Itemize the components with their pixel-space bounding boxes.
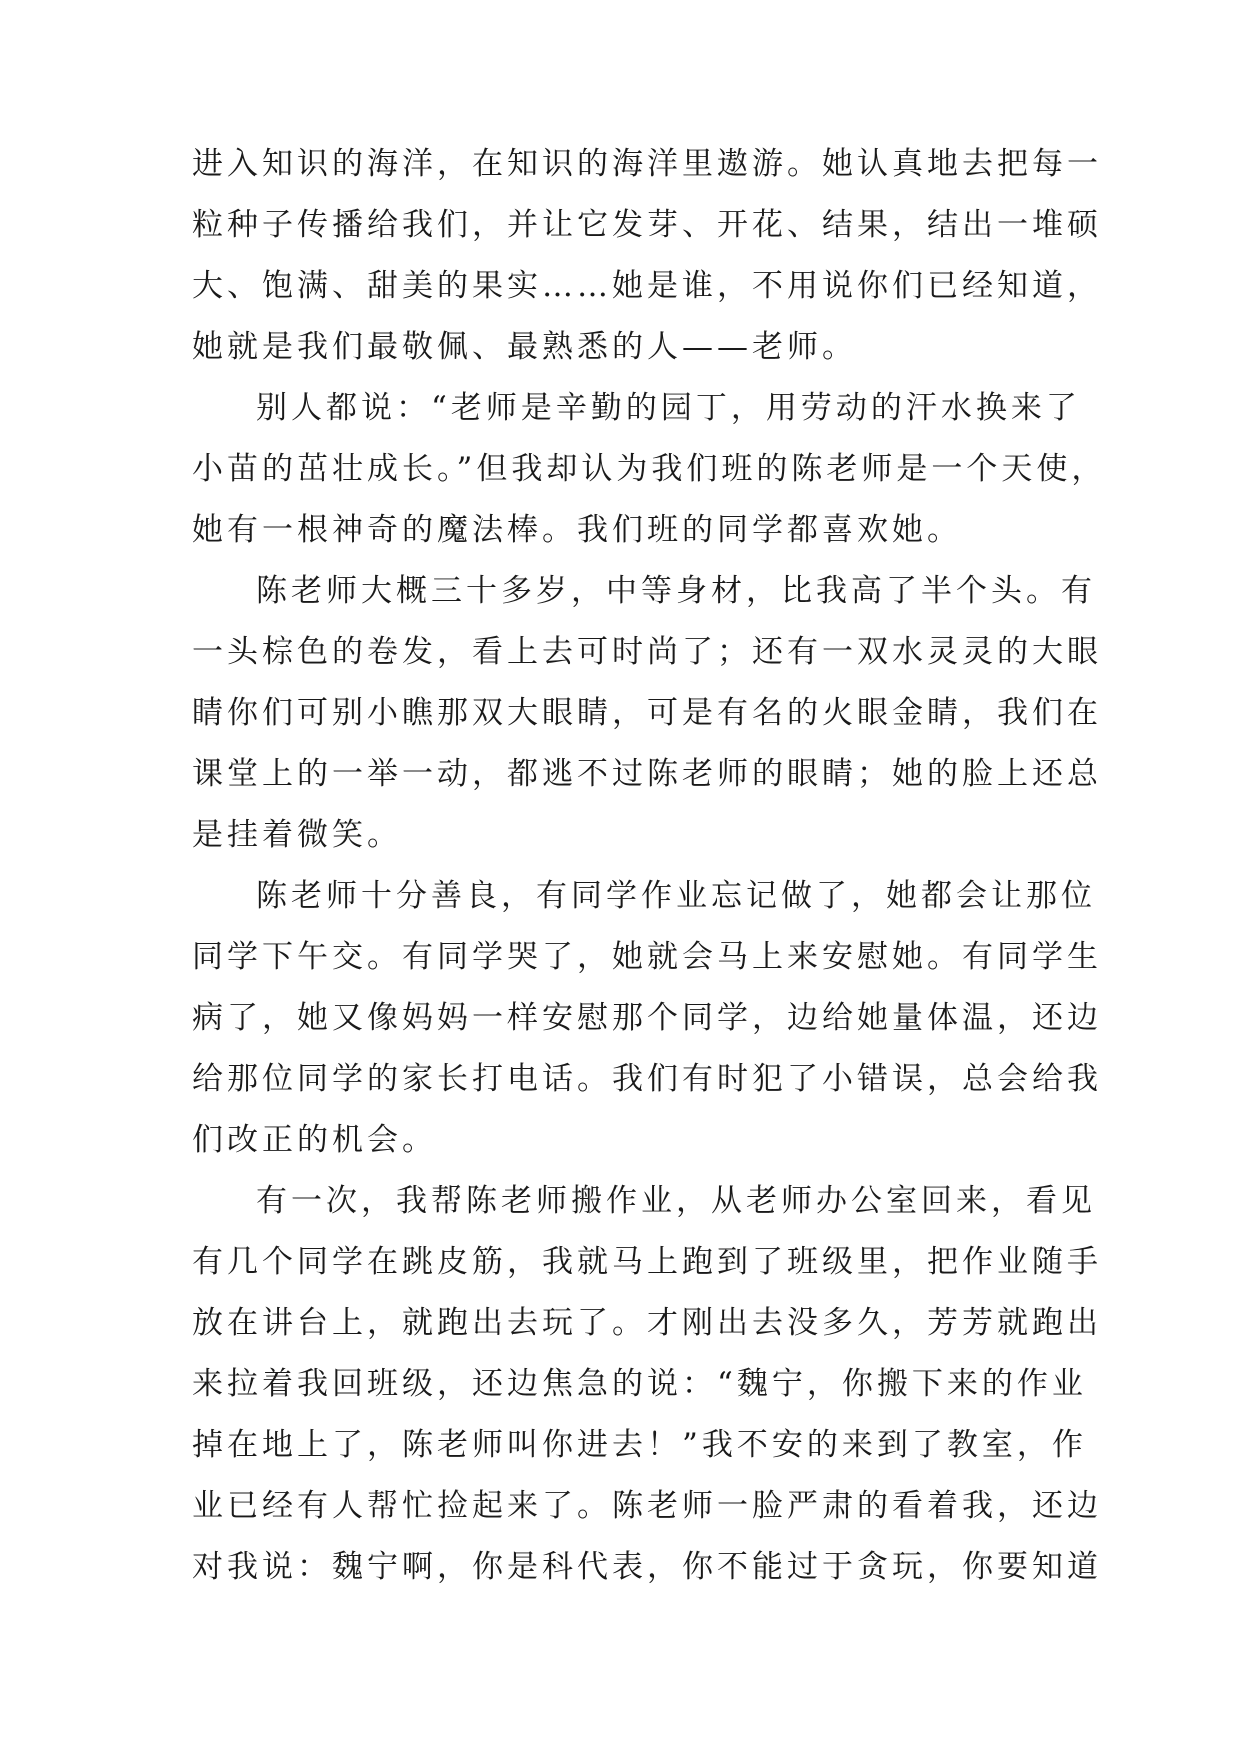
document-body [192, 134, 1107, 1598]
paragraph-1 [192, 134, 1102, 378]
text-line: 粒种子传播给我们，并让它发芽、开花、结果，结出一堆硕 [192, 207, 1102, 243]
text-line: 业已经有人帮忙捡起来了。陈老师一脸严肃的看着我，还边 [192, 1488, 1102, 1524]
text-line: 是挂着微笑。 [192, 817, 402, 853]
text-line: 课堂上的一举一动，都逃不过陈老师的眼睛；她的脸上还总 [192, 756, 1102, 792]
text-line: 们改正的机会。 [192, 1122, 437, 1158]
text-line: 她有一根神奇的魔法棒。我们班的同学都喜欢她。 [192, 512, 962, 548]
text-line: 有一次，我帮陈老师搬作业，从老师办公室回来，看见 [256, 1183, 1096, 1219]
text-line: 病了，她又像妈妈一样安慰那个同学，边给她量体温，还边 [192, 1000, 1102, 1036]
text-line: 同学下午交。有同学哭了，她就会马上来安慰她。有同学生 [192, 939, 1102, 975]
paragraph-4 [192, 866, 1102, 1171]
text-line: 一头棕色的卷发，看上去可时尚了；还有一双水灵灵的大眼 [192, 634, 1102, 670]
text-line: 对我说：魏宁啊，你是科代表，你不能过于贪玩，你要知道 [192, 1549, 1102, 1585]
text-line: 有几个同学在跳皮筋，我就马上跑到了班级里，把作业随手 [192, 1244, 1102, 1280]
text-line: 别人都说：“老师是辛勤的园丁，用劳动的汗水换来了 [256, 390, 1081, 426]
text-line: 她就是我们最敬佩、最熟悉的人——老师。 [192, 329, 857, 365]
paragraph-5 [192, 1171, 1102, 1598]
text-line: 大、饱满、甜美的果实……她是谁，不用说你们已经知道， [192, 268, 1102, 304]
text-line: 放在讲台上，就跑出去玩了。才刚出去没多久，芳芳就跑出 [192, 1305, 1102, 1341]
text-line: 掉在地上了，陈老师叫你进去！”我不安的来到了教室，作 [192, 1427, 1087, 1463]
paragraph-2 [192, 378, 1107, 561]
text-line: 睛你们可别小瞧那双大眼睛，可是有名的火眼金睛，我们在 [192, 695, 1102, 731]
text-line: 陈老师大概三十多岁，中等身材，比我高了半个头。有 [256, 573, 1096, 609]
text-line: 陈老师十分善良，有同学作业忘记做了，她都会让那位 [256, 878, 1096, 914]
paragraph-3 [192, 561, 1102, 866]
text-line: 小苗的茁壮成长。”但我却认为我们班的陈老师是一个天使， [192, 451, 1107, 487]
text-line: 来拉着我回班级，还边焦急的说：“魏宁，你搬下来的作业 [192, 1366, 1087, 1402]
text-line: 给那位同学的家长打电话。我们有时犯了小错误，总会给我 [192, 1061, 1102, 1097]
text-line: 进入知识的海洋，在知识的海洋里遨游。她认真地去把每一 [192, 146, 1102, 182]
